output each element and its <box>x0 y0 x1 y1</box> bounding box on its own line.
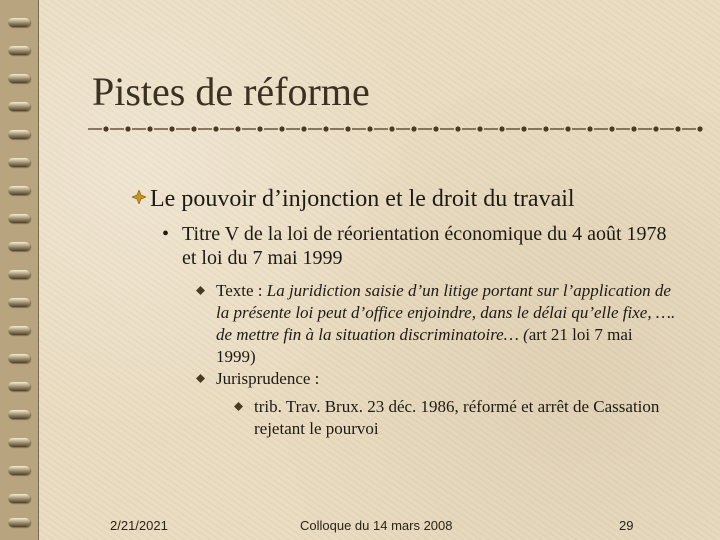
binding-ring <box>8 466 30 475</box>
divider-dot <box>323 126 328 131</box>
divider-dot <box>565 126 570 131</box>
binding-ring <box>8 130 30 139</box>
spiral-binding <box>0 0 39 540</box>
divider-dot <box>103 126 108 131</box>
binding-ring <box>8 74 30 83</box>
title-divider <box>88 122 703 136</box>
binding-ring <box>8 354 30 363</box>
binding-ring <box>8 270 30 279</box>
divider-dot <box>631 126 636 131</box>
bullet-level2 <box>162 222 682 270</box>
binding-ring <box>8 326 30 335</box>
binding-ring <box>8 494 30 503</box>
case-reference: trib. Trav. Brux. 23 déc. 1986, réformé et arrêt de Cassation rejetant le pourvoi <box>254 397 660 438</box>
divider-dot <box>301 126 306 131</box>
divider-dot <box>213 126 218 131</box>
gold-diamond-bullet-icon <box>132 190 146 204</box>
bullet-level3-texte <box>196 280 676 368</box>
divider-dot <box>389 126 394 131</box>
divider-dot <box>697 126 702 131</box>
divider-dot <box>433 126 438 131</box>
divider-dot <box>499 126 504 131</box>
bullet-level1-text: Le pouvoir d’injonction et le droit du travail <box>150 186 575 212</box>
binding-ring <box>8 438 30 447</box>
binding-ring <box>8 186 30 195</box>
footer-page-number: 29 <box>619 518 634 533</box>
divider-dot <box>147 126 152 131</box>
divider-dot <box>477 126 482 131</box>
divider-dot <box>257 126 262 131</box>
divider-dot <box>675 126 680 131</box>
footer-event: Colloque du 14 mars 2008 <box>300 518 453 533</box>
divider-dot <box>279 126 284 131</box>
dot-bullet: • <box>162 223 170 245</box>
binding-ring <box>8 158 30 167</box>
bullet-level2-text: Titre V de la loi de réorientation économique du 4 août 1978 et loi du 7 mai 1999 <box>182 223 667 269</box>
divider-dot <box>169 126 174 131</box>
binding-ring <box>8 518 30 527</box>
divider-dot <box>455 126 460 131</box>
legal-reference: art 21 loi 7 mai 1999) <box>216 325 633 366</box>
divider-dot <box>543 126 548 131</box>
binding-ring <box>8 242 30 251</box>
binding-ring <box>8 410 30 419</box>
binding-ring <box>8 214 30 223</box>
divider-dot <box>191 126 196 131</box>
bullet-level3-jurisprudence <box>196 368 676 390</box>
diamond-bullet-icon <box>196 374 205 383</box>
divider-dot <box>609 126 614 131</box>
texte-label: Texte : <box>216 281 267 300</box>
divider-dot <box>411 126 416 131</box>
diamond-bullet-icon <box>196 286 205 295</box>
divider-dot <box>587 126 592 131</box>
slide-title: Pistes de réforme <box>92 69 370 114</box>
divider-dot <box>521 126 526 131</box>
divider-dot <box>235 126 240 131</box>
divider-dot <box>653 126 658 131</box>
divider-dot <box>345 126 350 131</box>
jurisprudence-label: Jurisprudence : <box>216 369 320 388</box>
binding-ring <box>8 382 30 391</box>
diamond-bullet-icon <box>234 402 243 411</box>
binding-ring <box>8 46 30 55</box>
divider-dot <box>125 126 130 131</box>
divider-dot <box>367 126 372 131</box>
footer-date: 2/21/2021 <box>110 518 168 533</box>
binding-ring <box>8 102 30 111</box>
binding-ring <box>8 18 30 27</box>
binding-ring <box>8 298 30 307</box>
legal-quote: La juridiction saisie d’un litige portant sur l’application de la présente loi peut d’office enjoindre, dans le délai qu’elle fixe, …. de mettre fin à la situation discriminatoire… ( <box>216 281 676 344</box>
bullet-level4 <box>234 396 674 440</box>
